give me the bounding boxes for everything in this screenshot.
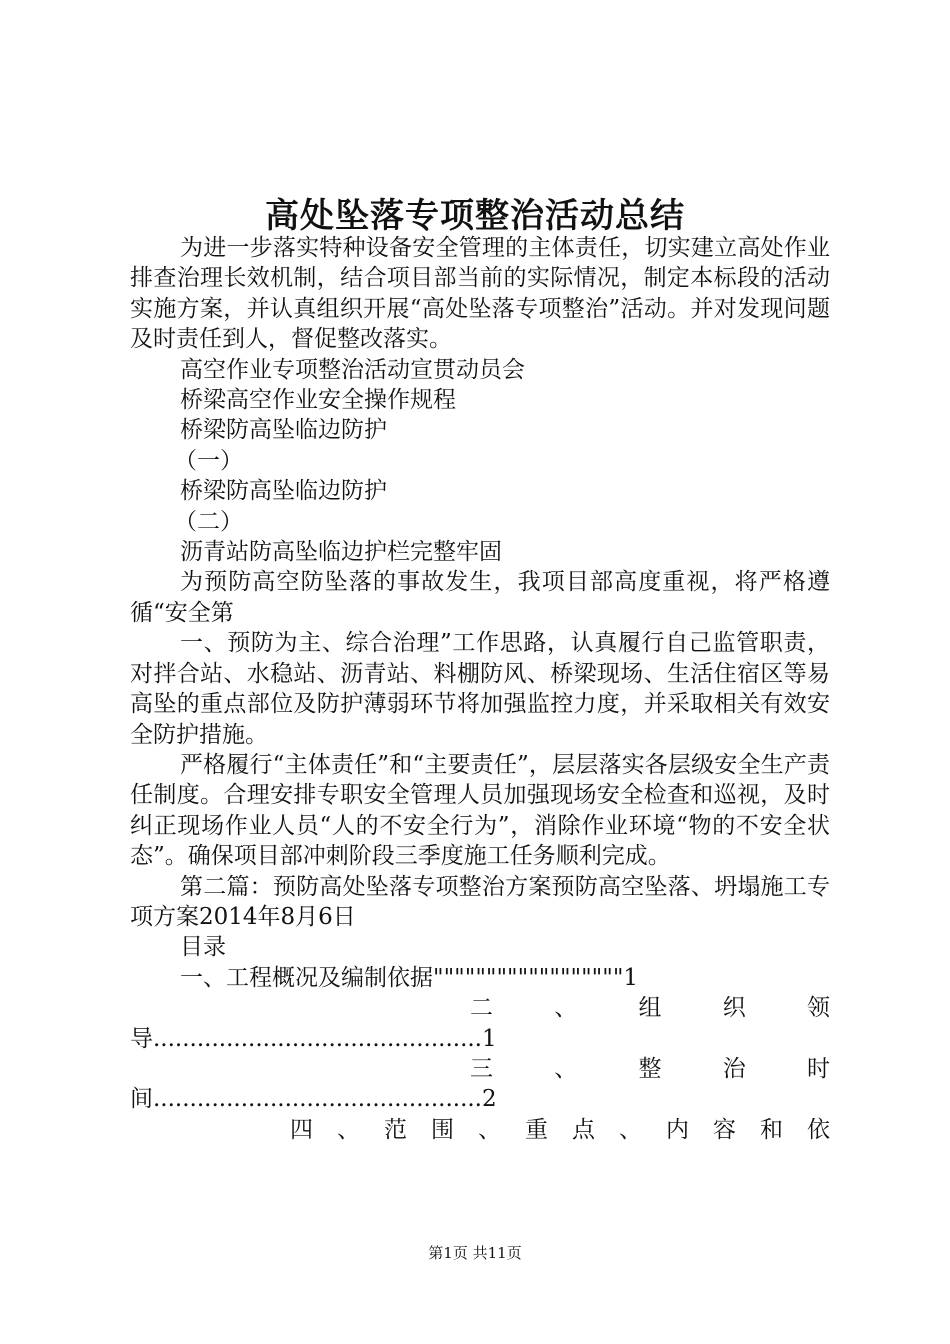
page-footer: 第1页 共11页 xyxy=(428,1244,522,1262)
list-line: 桥梁防高坠临边防护 xyxy=(180,417,387,444)
list-line: （二） xyxy=(174,508,243,535)
toc-item: 一、工程概况及编制依据""""""""""""""""""1 xyxy=(180,964,639,991)
list-line: （一） xyxy=(174,447,243,474)
toc-item: 导.............................................1 xyxy=(130,1025,497,1052)
body-paragraph: 第二篇：预防高处坠落专项整治方案预防高空坠落、坍塌施工专项方案2014年8月6日 xyxy=(130,873,830,930)
toc-item: 二 、 组 织 领 xyxy=(470,995,830,1022)
toc-item: 四 、 范 围 、 重 点 、 内 容 和 依 xyxy=(290,1116,830,1143)
toc-item: 间.............................................2 xyxy=(130,1086,497,1113)
toc-heading: 目录 xyxy=(180,934,226,961)
list-line: 桥梁防高坠临边防护 xyxy=(180,478,387,505)
body-paragraph: 一、预防为主、综合治理”工作思路，认真履行自己监管职责，对拌合站、水稳站、沥青站、料棚防风、桥梁现场、生活住宿区等易高坠的重点部位及防护薄弱环节将加强监控力度，并采取相关有效安全防护措施。 xyxy=(130,630,830,748)
body-paragraph: 严格履行“主体责任”和“主要责任”，层层落实各层级安全生产责任制度。合理安排专职安全管理人员加强现场安全检查和巡视，及时纠正现场作业人员“人的不安全行为”，消除作业环境“物的不安全状态”。确保项目部冲刺阶段三季度施工任务顺利完成。 xyxy=(130,751,830,870)
list-line: 桥梁高空作业安全操作规程 xyxy=(180,387,456,414)
list-line: 高空作业专项整治活动宣贯动员会 xyxy=(180,356,525,383)
intro-paragraph: 为进一步落实特种设备安全管理的主体责任，切实建立高处作业排查治理长效机制，结合项目部当前的实际情况，制定本标段的活动实施方案，并认真组织开展“高处坠落专项整治”活动。并对发现问题及时责任到人，督促整改落实。 xyxy=(130,235,830,353)
document-body xyxy=(130,233,830,1145)
document-title: 高处坠落专项整治活动总结 xyxy=(265,196,685,236)
toc-item: 三 、 整 治 时 xyxy=(470,1055,830,1082)
body-paragraph: 为预防高空防坠落的事故发生，我项目部高度重视，将严格遵循“安全第 xyxy=(130,569,830,626)
list-line: 沥青站防高坠临边护栏完整牢固 xyxy=(180,539,502,566)
